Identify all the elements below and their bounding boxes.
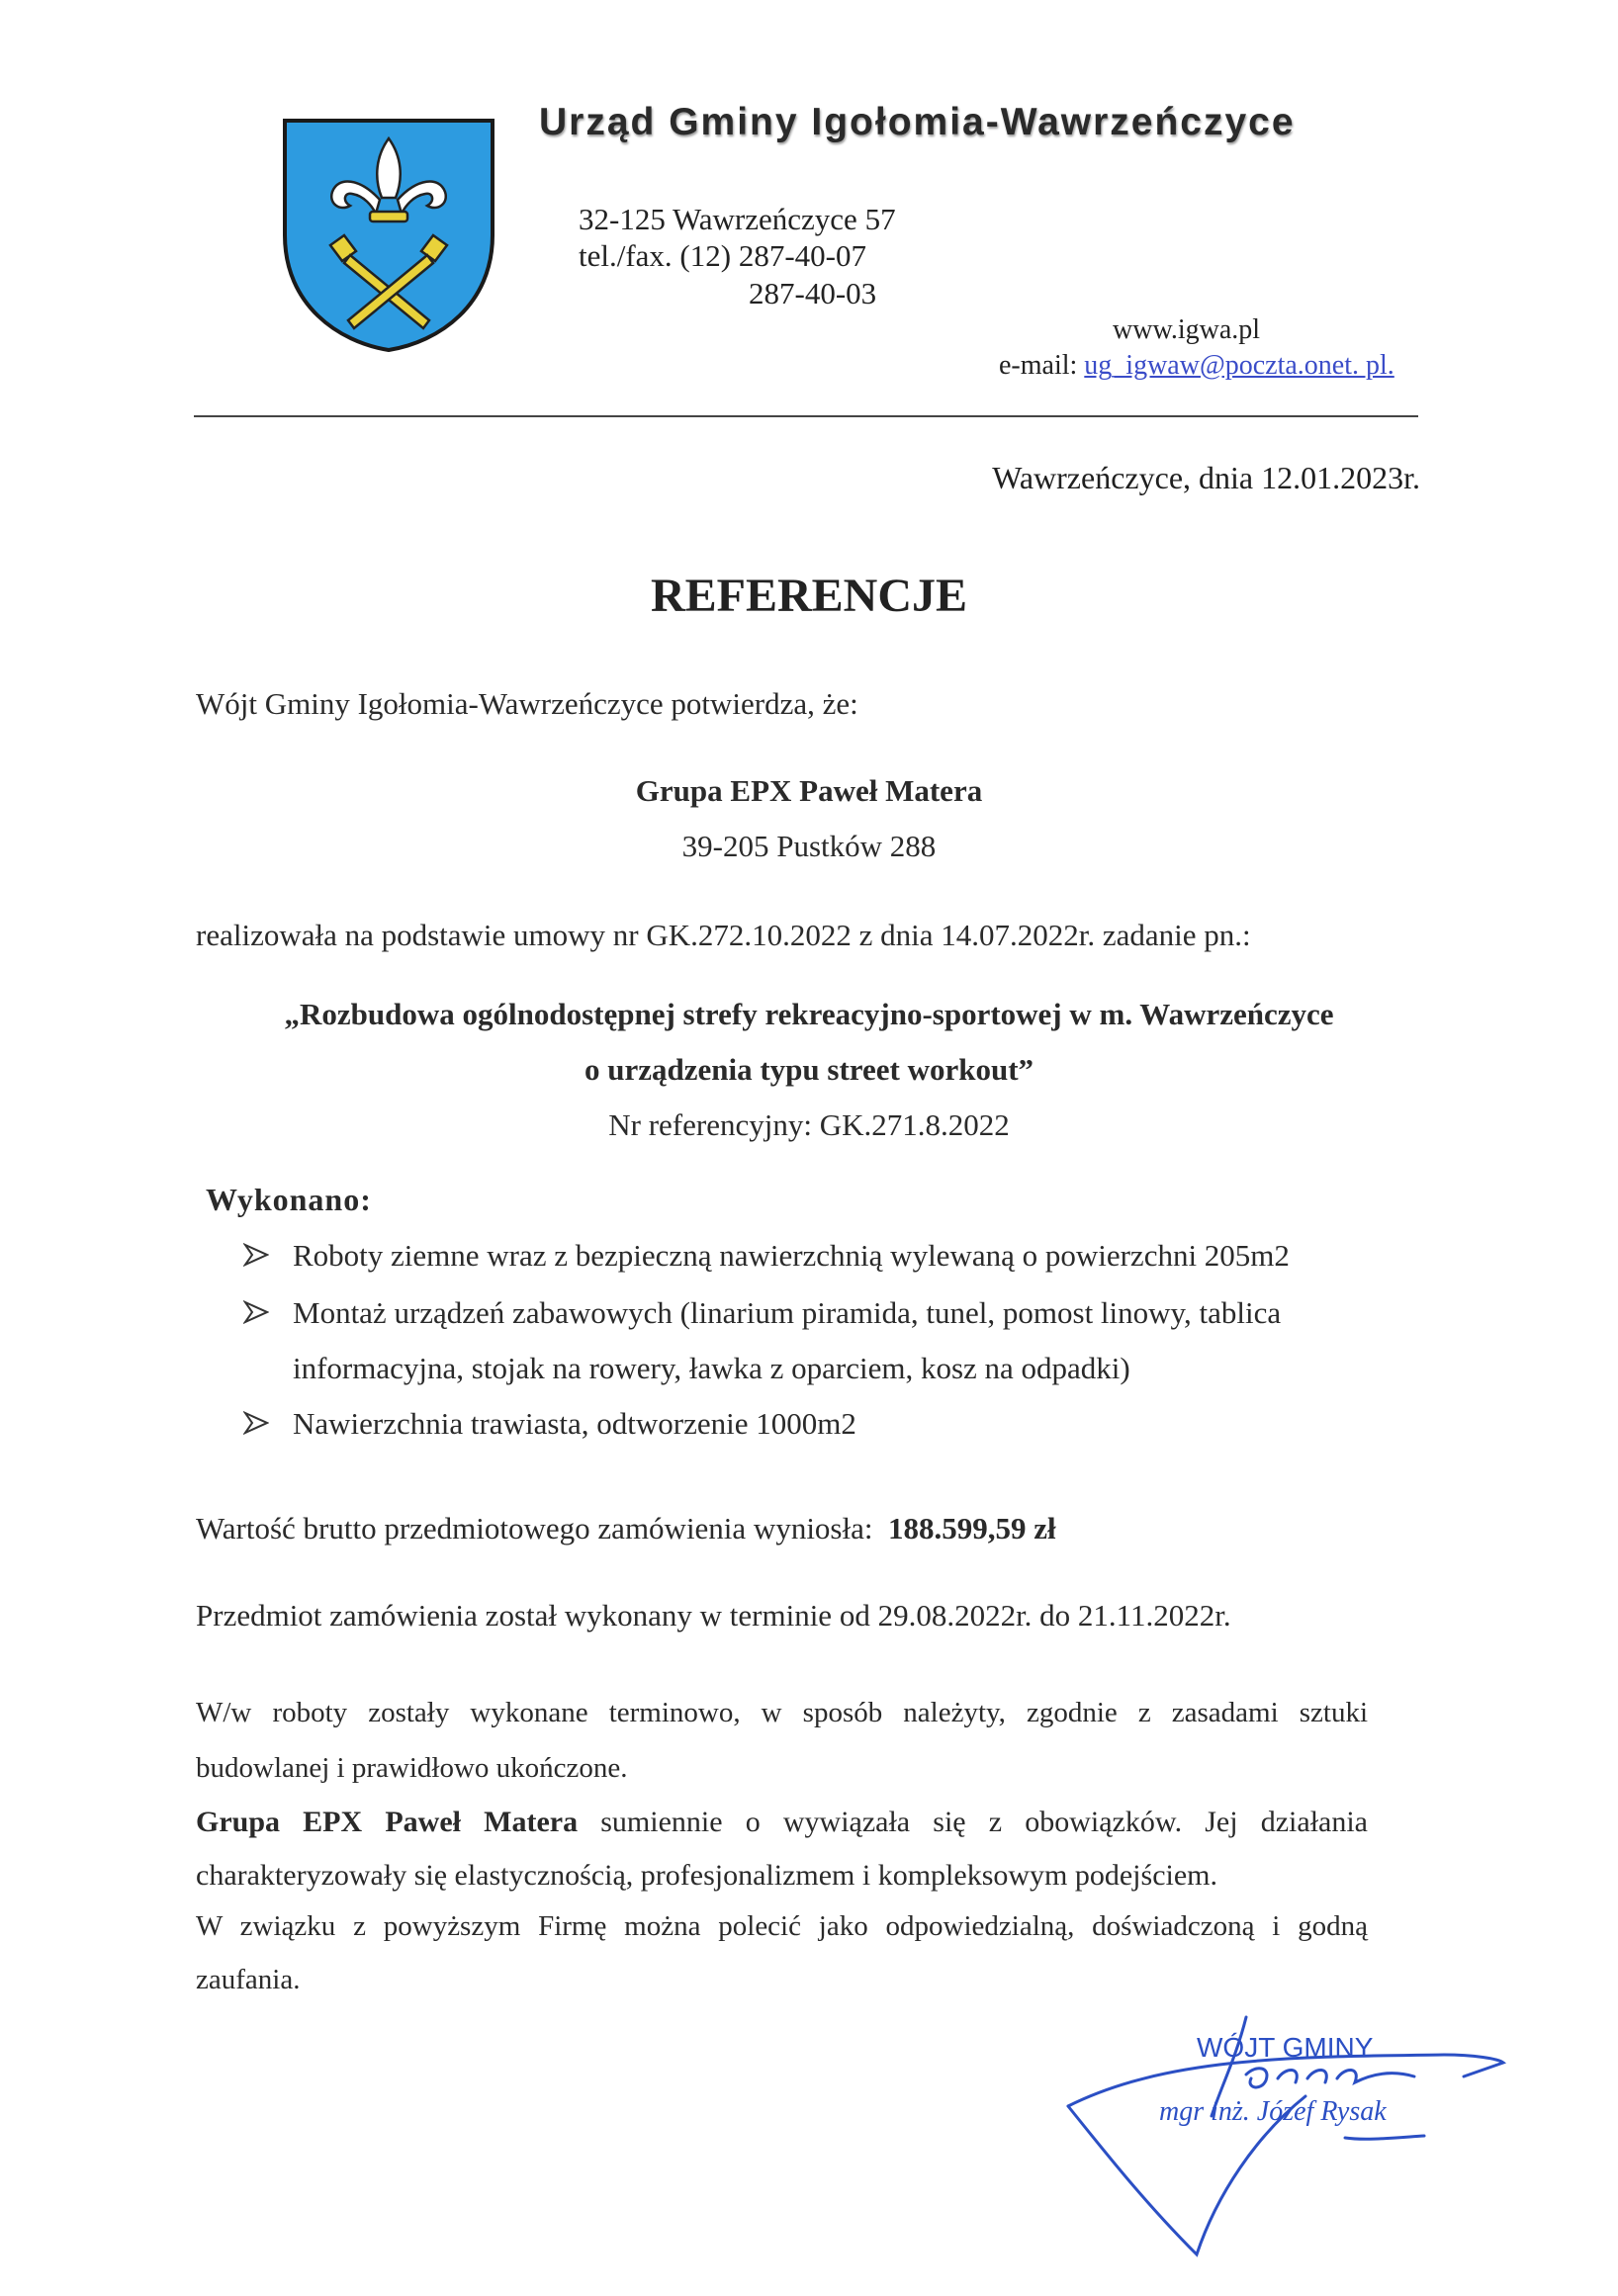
- closing-p1-line1: W/w roboty zostały wykonane terminowo, w sposób należyty, zgodnie z zasadami sztuki: [196, 1697, 1368, 1728]
- contract-value: [196, 1511, 1056, 1546]
- contractor-name: Grupa EPX Paweł Matera: [635, 773, 983, 808]
- document-date: Wawrzeńczyce, dnia 12.01.2023r.: [992, 460, 1420, 495]
- task-name-line-1: „Rozbudowa ogólnodostępnej strefy rekreacyjno-sportowej w m. Wawrzeńczyce: [284, 997, 1334, 1031]
- stamp-signer: mgr inż. Józef Rysak: [1159, 2096, 1387, 2127]
- coat-of-arms-icon: [281, 117, 496, 354]
- signature-stamp: [1048, 1997, 1523, 2284]
- arrow-bullet-icon: [243, 1299, 269, 1325]
- list-item-text: Roboty ziemne wraz z bezpieczną nawierzchnią wylewaną o powierzchni 205m2: [293, 1238, 1290, 1273]
- list-item-text: Montaż urządzeń zabawowych (linarium piramida, tunel, pomost linowy, tablica: [293, 1295, 1282, 1330]
- office-name: Urząd Gminy Igołomia-Wawrzeńczyce: [539, 101, 1296, 143]
- term-line: Przedmiot zamówienia został wykonany w terminie od 29.08.2022r. do 21.11.2022r.: [196, 1598, 1231, 1633]
- office-email-line: [999, 350, 1394, 382]
- office-website: www.igwa.pl: [1113, 314, 1261, 345]
- arrow-bullet-icon: [243, 1410, 269, 1436]
- value-amount: 188.599,59 zł: [887, 1511, 1056, 1545]
- stamp-office: WÓJT GMINY: [1197, 2032, 1374, 2063]
- contract-line: realizowała na podstawie umowy nr GK.272.10.2022 z dnia 14.07.2022r. zadanie pn.:: [196, 918, 1251, 952]
- office-phone-2: 287-40-03: [749, 276, 877, 310]
- arrow-bullet-icon: [243, 1242, 269, 1268]
- office-address: 32-125 Wawrzeńczyce 57: [579, 202, 896, 236]
- email-link[interactable]: ug_igwaw@poczta.onet. pl.: [1084, 350, 1394, 381]
- closing-company: Grupa EPX Paweł Matera: [196, 1806, 579, 1838]
- list-item-text: Nawierzchnia trawiasta, odtworzenie 1000m2: [293, 1406, 856, 1441]
- email-label: e-mail:: [999, 350, 1078, 381]
- contractor-address: 39-205 Pustków 288: [681, 829, 937, 863]
- done-label: Wykonano:: [206, 1182, 372, 1217]
- office-phone: tel./fax. (12) 287-40-07: [579, 238, 866, 273]
- value-label: Wartość brutto przedmiotowego zamówienia wyniosła:: [196, 1511, 873, 1545]
- closing-p2-line2: charakteryzowały się elastycznością, profesjonalizmem i kompleksowym podejściem.: [196, 1859, 1217, 1892]
- closing-p2-rest: sumiennie o wywiązała się z obowiązków. Jej działania: [578, 1806, 1368, 1838]
- closing-p3-line1: W związku z powyższym Firmę można polecić jako odpowiedzialną, doświadczoną i godną: [196, 1910, 1368, 1942]
- task-reference: Nr referencyjny: GK.271.8.2022: [608, 1107, 1010, 1142]
- closing-p1-line2: budowlanej i prawidłowo ukończone.: [196, 1752, 628, 1784]
- header-divider: [194, 415, 1418, 417]
- list-item-continuation: informacyjna, stojak na rowery, ławka z oparciem, kosz na odpadki): [293, 1351, 1130, 1385]
- closing-p2-line1: [196, 1806, 1368, 1839]
- closing-p3-line2: zaufania.: [196, 1964, 301, 1995]
- task-name-line-2: o urządzenia typu street workout”: [584, 1052, 1034, 1087]
- intro-text: Wójt Gminy Igołomia-Wawrzeńczyce potwierdza, że:: [196, 686, 858, 721]
- document-title: REFERENCJE: [650, 570, 968, 622]
